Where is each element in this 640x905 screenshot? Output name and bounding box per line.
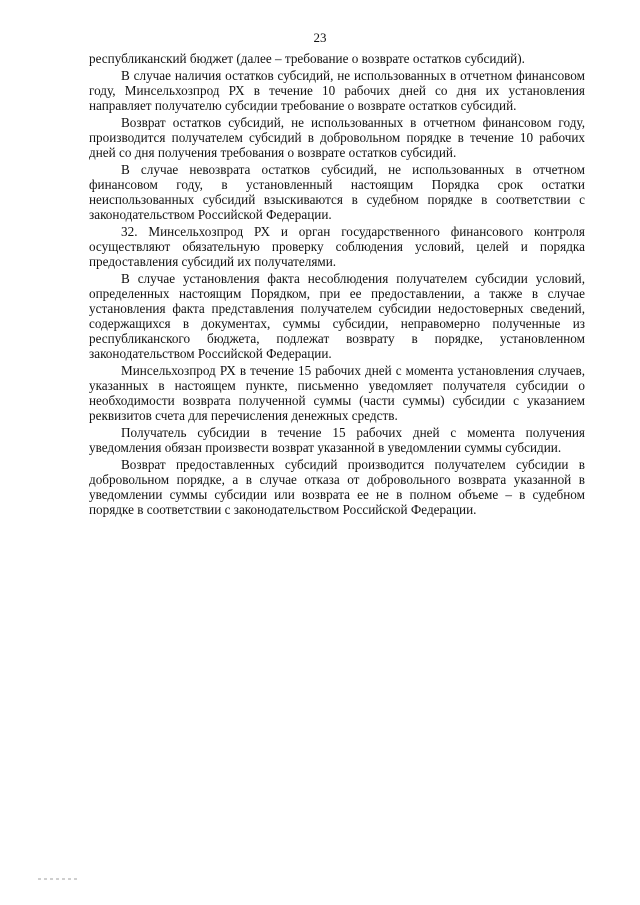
paragraph-6: В случае установления факта несоблюдения получателем субсидии условий, определенных настоящим Порядком, при ее предоставлении, а также в случае установления факта представления получателем субсидии недостоверных сведений, содержащихся в документах, суммы субсидии, неправомерно полученные из республиканского бюджета, подлежат возврату в порядке, установленном законодательством Российской Федерации.	[89, 271, 585, 361]
paragraph-3: Возврат остатков субсидий, не использованных в отчетном финансовом году, производится получателем субсидий в добровольном порядке в течение 10 рабочих дней со дня получения требования о возврате остатков субсидий.	[89, 115, 585, 160]
paragraph-5: 32. Минсельхозпрод РХ и орган государственного финансового контроля осуществляют обязательную проверку соблюдения условий, целей и порядка предоставления субсидий их получателями.	[89, 224, 585, 269]
paragraph-2: В случае наличия остатков субсидий, не использованных в отчетном финансовом году, Минсельхозпрод РХ в течение 10 рабочих дней со дня их установления направляет получателю субсидии требование о возврате остатков субсидий.	[89, 68, 585, 113]
paragraph-4: В случае невозврата остатков субсидий, не использованных в отчетном финансовом году, в установленный настоящим Порядка срок остатки неиспользованных субсидий взыскиваются в судебном порядке в соответствии с законодательством Российской Федерации.	[89, 162, 585, 222]
scan-artifact-mark	[38, 872, 82, 886]
paragraph-7: Минсельхозпрод РХ в течение 15 рабочих дней с момента установления случаев, указанных в настоящем пункте, письменно уведомляет получателя субсидии о необходимости возврата полученной суммы (части суммы) субсидии с указанием реквизитов счета для перечисления денежных средств.	[89, 363, 585, 423]
paragraph-1: республиканский бюджет (далее – требование о возврате остатков субсидий).	[89, 51, 525, 66]
paragraph-8: Получатель субсидии в течение 15 рабочих дней с момента получения уведомления обязан произвести возврат указанной в уведомлении суммы субсидии.	[89, 425, 585, 455]
document-body	[89, 51, 585, 519]
paragraph-9: Возврат предоставленных субсидий производится получателем субсидии в добровольном порядке, а в случае отказа от добровольного возврата указанной в уведомлении суммы субсидии или возврата ее не в полном объеме – в судебном порядке в соответствии с законодательством Российской Федерации.	[89, 457, 585, 517]
page-number: 23	[313, 30, 327, 45]
